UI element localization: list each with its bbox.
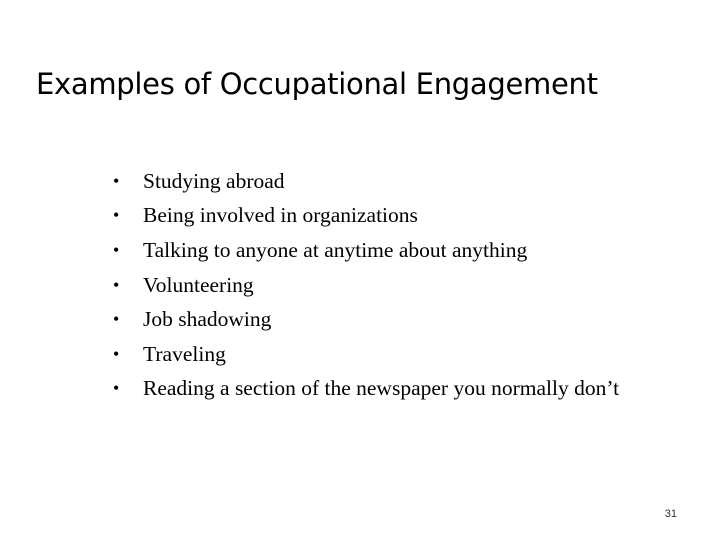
list-item bbox=[113, 164, 619, 199]
slide-title: Examples of Occupational Engagement bbox=[36, 67, 598, 101]
bullet-icon: • bbox=[113, 170, 120, 191]
list-item bbox=[113, 337, 619, 372]
bullet-text: Being involved in organizations bbox=[143, 203, 418, 228]
bullet-text: Talking to anyone at anytime about anything bbox=[143, 237, 528, 262]
bullet-icon: • bbox=[113, 343, 120, 364]
bullet-icon: • bbox=[113, 205, 120, 226]
bullet-icon: • bbox=[113, 378, 120, 399]
bullet-text: Volunteering bbox=[143, 272, 254, 297]
bullet-icon: • bbox=[113, 309, 120, 330]
bullet-text: Job shadowing bbox=[143, 307, 272, 332]
bullet-text: Studying abroad bbox=[143, 168, 285, 193]
bullet-icon: • bbox=[113, 239, 120, 260]
list-item bbox=[113, 302, 619, 337]
bullet-icon: • bbox=[113, 274, 120, 295]
list-item bbox=[113, 372, 619, 407]
bullet-text: Reading a section of the newspaper you normally don’t bbox=[143, 376, 620, 401]
list-item bbox=[113, 233, 619, 268]
list-item bbox=[113, 199, 619, 234]
bullet-text: Traveling bbox=[143, 341, 226, 366]
list-item bbox=[113, 268, 619, 303]
bullet-list bbox=[113, 164, 619, 406]
page-number: 31 bbox=[664, 508, 677, 520]
